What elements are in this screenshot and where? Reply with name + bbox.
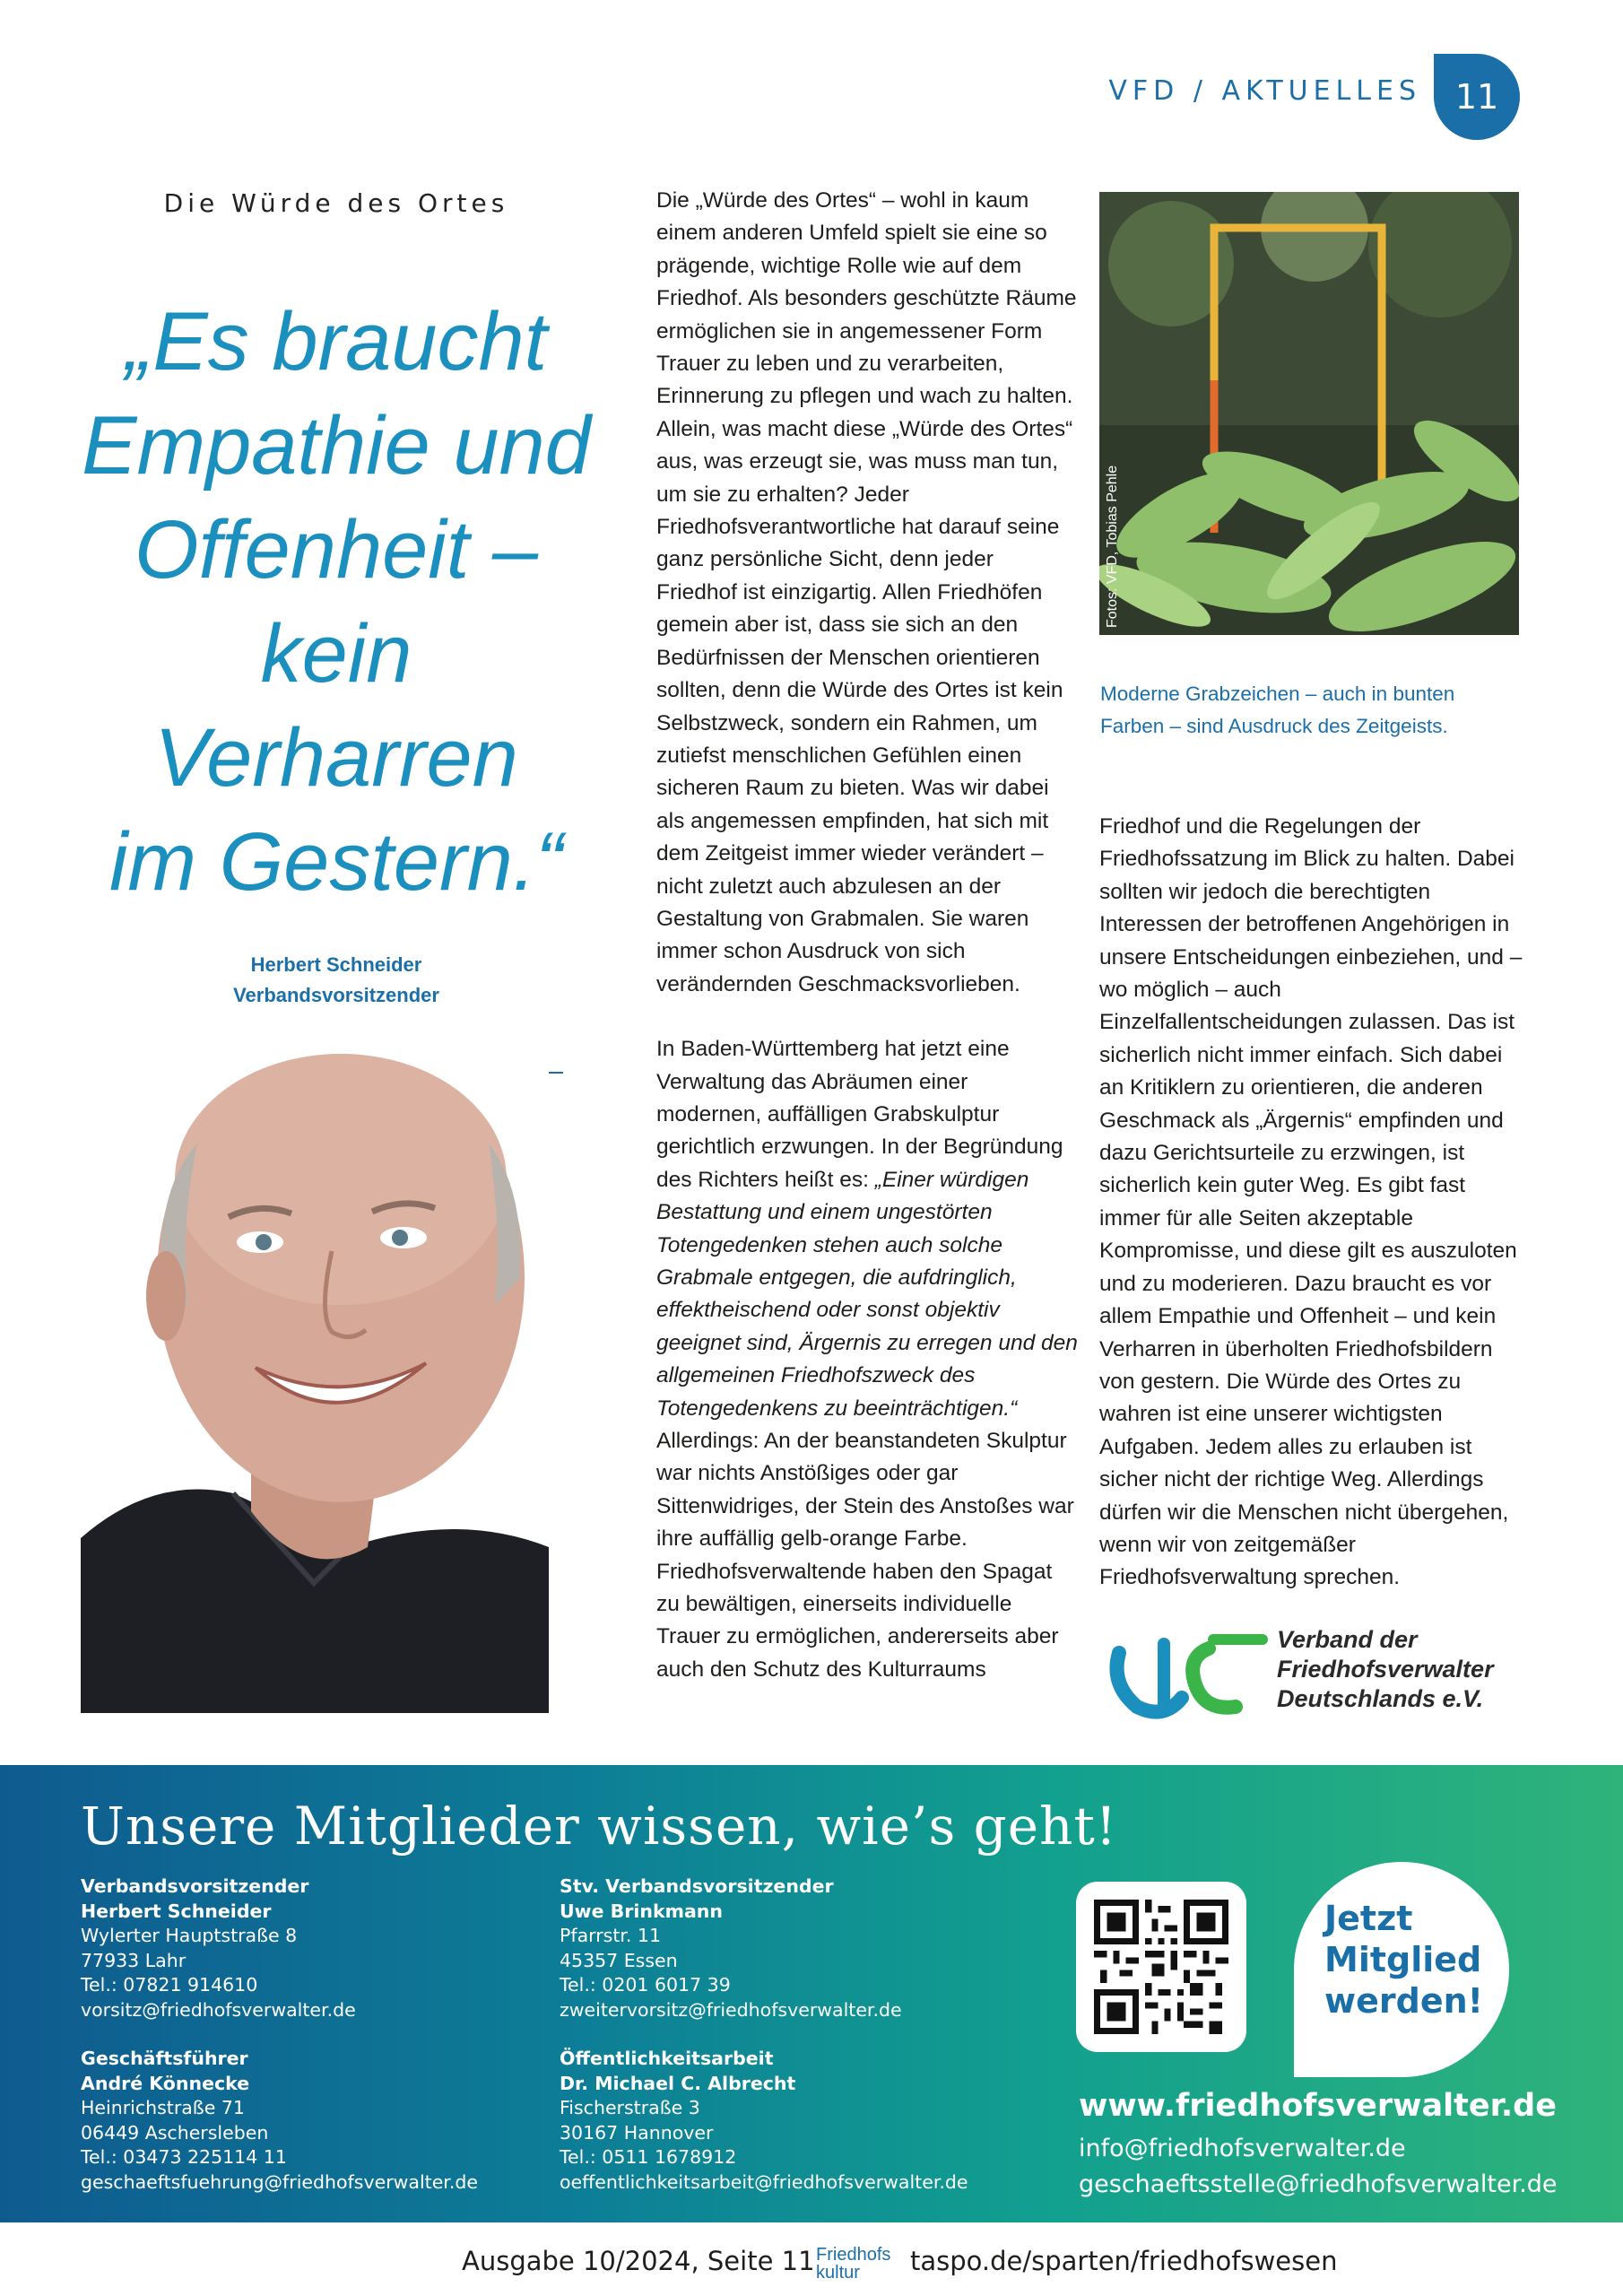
grave-marker-photo — [1099, 192, 1519, 635]
issue-info: Ausgabe 10/2024, Seite 11 — [462, 2246, 815, 2276]
contact-name: André Könnecke — [81, 2072, 250, 2094]
join-cta[interactable] — [1294, 1862, 1509, 2077]
logo-word: kultur — [816, 2263, 860, 2283]
pull-quote — [81, 290, 592, 914]
article-right-column: Friedhof und die Regelungen der Friedhofssatzung im Blick zu halten. Dabei sollten wir jedoch die berechtigten Interessen der betroffenen Angehörigen in unsere Entscheidungen einbeziehen, und – wo möglich – auch Einzelfallentscheidungen zulassen. Das ist sicherlich nicht immer einfach. Sich dabei an Kritiklern zu orientieren, die anderen Geschmack als „Ärgernis“ empfinden und dazu Gerichtsurteile zu erzwingen, ist sicherlich kein guter Weg. Es gibt fast immer für alle Seiten akzeptable Kompromisse, und diese gilt es auszuloten und zu moderieren. Dazu braucht es vor allem Empathie und Offenheit – und kein Verharren in überholten Friedhofsbildern von gestern. Die Würde des Ortes zu wahren ist eine unserer wichtigsten Aufgaben. Jedem alles zu erlauben ist sicher nicht der richtige Weg. Allerdings dürfen wir die Menschen nicht übergehen, wenn wir von zeitgemäßer Friedhofsverwaltung sprechen. — [1099, 814, 1523, 1590]
logo-line: Deutschlands e.V. — [1277, 1685, 1484, 1712]
contact-phone: Tel.: 03473 225114 11 — [81, 2146, 287, 2168]
contact-name: Herbert Schneider — [81, 1900, 272, 1922]
portrait-photo — [81, 1009, 549, 1713]
contact-name: Uwe Brinkmann — [560, 1900, 723, 1922]
contact-block — [81, 1874, 356, 2022]
logo-line: Friedhofsverwalter — [1277, 1656, 1494, 1683]
contact-street: Heinrichstraße 71 — [81, 2097, 245, 2118]
photo-credit: Fotos: VFD, Tobias Pehle — [1105, 465, 1120, 628]
email-link[interactable]: geschaeftsstelle@friedhofsverwalter.de — [1079, 2170, 1558, 2198]
contact-phone: Tel.: 07821 914610 — [81, 1974, 258, 1996]
contact-block — [81, 2047, 478, 2195]
qr-code[interactable] — [1076, 1882, 1246, 2052]
contact-name: Dr. Michael C. Albrecht — [560, 2072, 796, 2094]
cta-line: werden! — [1324, 1981, 1483, 2021]
contact-block — [560, 2047, 968, 2195]
logo-line: Verband der — [1277, 1626, 1418, 1653]
quote-line: im Gestern.“ — [108, 816, 564, 908]
paragraph-text: In Baden-Württemberg hat jetzt eine Verwaltung das Abräumen einer modernen, auffälligen Grabskulptur gerichtlich erzwungen. In der Begründung des Richters heißt es: — [656, 1037, 1063, 1192]
contact-role: Geschäftsführer — [81, 2048, 248, 2069]
email-link[interactable]: info@friedhofsverwalter.de — [1079, 2135, 1406, 2162]
court-quote: „Einer würdigen Bestattung und einem ungestörten Totengedenken stehen auch solche Grabmale entgegen, die aufdringlich, effektheischend oder sonst objektiv geeignet sind, Ärgernis zu erregen und den allgemeinen Friedhofszweck des Totengedenkens zu beeinträchtigen.“ — [656, 1167, 1078, 1421]
quote-line: Offenheit – — [134, 504, 539, 596]
article-middle-column — [656, 185, 1078, 1718]
page-header — [906, 36, 1623, 117]
contact-street: Pfarrstr. 11 — [560, 1925, 662, 1946]
article-paragraph — [656, 1033, 1078, 1686]
contact-city: 30167 Hannover — [560, 2121, 714, 2144]
contact-email[interactable]: geschaeftsfuehrung@friedhofsverwalter.de — [81, 2170, 478, 2193]
cta-line: Jetzt — [1324, 1899, 1413, 1938]
contact-role: Verbandsvorsitzender — [81, 1875, 309, 1897]
author-name: Herbert Schneider — [250, 953, 422, 976]
vfd-logo — [1101, 1622, 1532, 1727]
vfd-logo-text — [1277, 1625, 1494, 1714]
left-column — [81, 179, 592, 1074]
contact-email[interactable]: vorsitz@friedhofsverwalter.de — [81, 1998, 356, 2021]
vfd-logo-mark — [1101, 1622, 1271, 1727]
kicker: Die Würde des Ortes — [163, 188, 509, 218]
contact-street: Fischerstraße 3 — [560, 2097, 700, 2118]
contact-city: 45357 Essen — [560, 1949, 678, 1971]
contact-role: Stv. Verbandsvorsitzender — [560, 1875, 834, 1897]
friedhofskultur-logo — [809, 2240, 898, 2289]
page-footer — [0, 2233, 1623, 2296]
contact-email[interactable]: zweitervorsitz@friedhofsverwalter.de — [560, 1998, 902, 2021]
contact-phone: Tel.: 0511 1678912 — [560, 2146, 737, 2168]
contact-city: 06449 Aschersleben — [81, 2121, 269, 2144]
contact-phone: Tel.: 0201 6017 39 — [560, 1974, 731, 1996]
section-title: VFD / AKTUELLES — [1108, 75, 1421, 107]
quote-line: Empathie und — [82, 400, 591, 491]
contact-city: 77933 Lahr — [81, 1949, 187, 1971]
article-paragraph: Die „Würde des Ortes“ – wohl in kaum einem anderen Umfeld spielt sie eine so prägende, wichtige Rolle wie auf dem Friedhof. Als besonders geschützte Räume ermöglichen sie in angemessener Form Trauer zu leben und zu verarbeiten, Erinnerung zu pflegen und wach zu halten. Allein, was macht diese „Würde des Ortes“ aus, was erzeugt sie, was muss man tun, um sie zu erhalten? Jeder Friedhofsverantwortliche hat darauf seine ganz persönliche Sicht, denn jeder Friedhof ist einzigartig. Allen Friedhöfen gemein aber ist, dass sie sich an den Bedürfnissen der Menschen orientieren sollten, denn die Würde des Ortes ist kein Selbstzweck, sondern ein Rahmen, um zutiefst menschlichen Gefühlen einen sicheren Raum zu bieten. Was wir dabei als angemessen empfinden, hat sich mit dem Zeitgeist immer wieder verändert – nicht zuletzt auch abzulesen an der Gestaltung von Grabmalen. Sie waren immer schon Ausdruck von sich verändernden Geschmacksvorlieben. — [656, 188, 1077, 996]
quote-line: kein Verharren — [154, 608, 518, 804]
contact-block — [560, 1874, 902, 2022]
contact-email[interactable]: oeffentlichkeitsarbeit@friedhofsverwalter.de — [560, 2170, 968, 2193]
membership-band — [0, 1765, 1623, 2222]
logo-word: Friedhofs — [816, 2245, 891, 2265]
page-number-badge: 11 — [1434, 54, 1520, 140]
contact-street: Wylerter Hauptstraße 8 — [81, 1925, 298, 1946]
contact-role: Öffentlichkeitsarbeit — [560, 2048, 774, 2069]
footer-url[interactable]: taspo.de/sparten/friedhofswesen — [910, 2246, 1338, 2276]
author-role: Verbandsvorsitzender — [233, 984, 439, 1006]
cta-line: Mitglied — [1324, 1940, 1482, 1979]
band-title: Unsere Mitglieder wissen, wie’s geht! — [81, 1796, 1118, 1857]
paragraph-text: Allerdings: An der beanstandeten Skulptur war nichts Anstößiges oder gar Sittenwidriges, der Stein des Anstoßes war ihre auffällig gelb-orange Farbe. Friedhofsverwaltende haben den Spagat zu bewältigen, einerseits individuelle Trauer zu ermöglichen, andererseits aber auch den Schutz des Kulturraums — [656, 1429, 1074, 1682]
website-link[interactable]: www.friedhofsverwalter.de — [1079, 2088, 1557, 2124]
photo-caption: Moderne Grabzeichen – auch in bunten Farben – sind Ausdruck des Zeitgeists. — [1100, 683, 1455, 737]
quote-line: „Es braucht — [125, 296, 548, 387]
